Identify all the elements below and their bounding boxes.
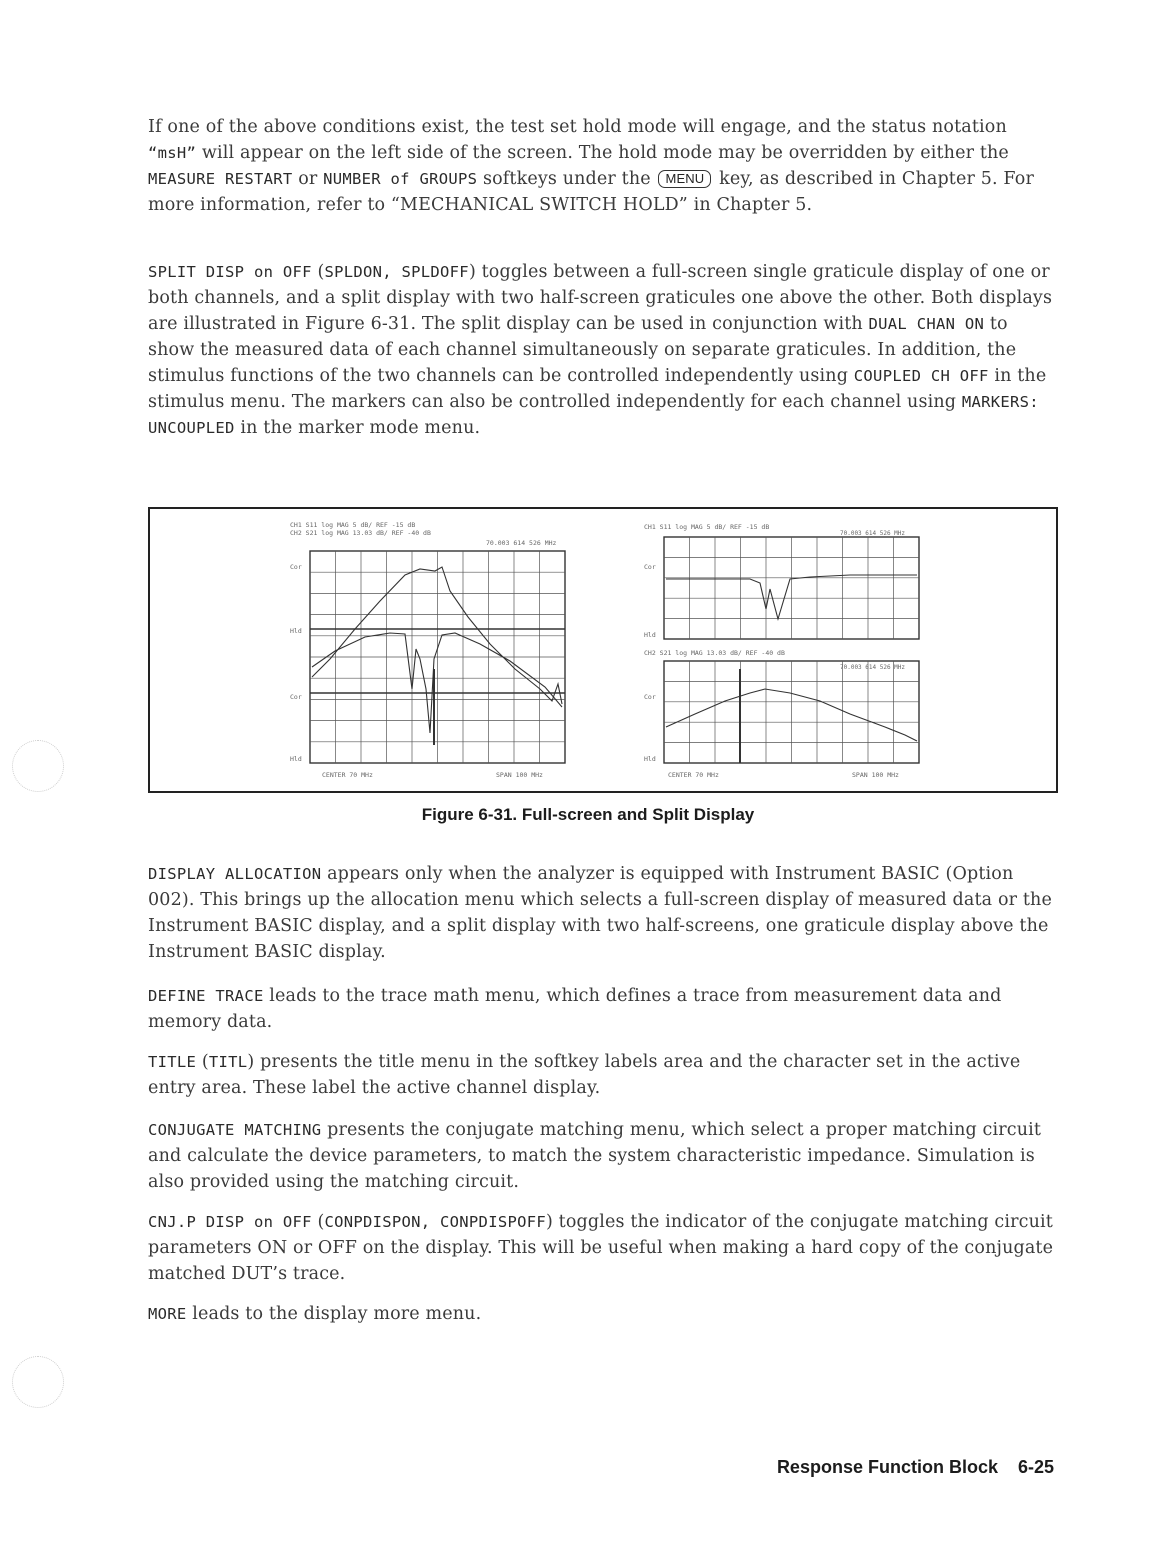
split-display-top [664, 537, 919, 639]
paragraph-display-allocation: DISPLAY ALLOCATION appears only when the analyzer is equipped with Instrument BASIC (Option 002). This brings up the allocation menu which selects a full-screen display of measured data or the Instrument BASIC display, and a split display with two half-screens, one graticule display above the Instrument BASIC display. [148, 864, 1052, 962]
right-bottom-label-hld: Hld [644, 755, 656, 763]
status-notation: “msH” [148, 144, 197, 162]
scan-hole-mark [12, 1356, 64, 1408]
paragraph-more: MORE leads to the display more menu. [148, 1304, 482, 1324]
right-bottom-marker: 70.003 614 526 MHz [840, 664, 906, 671]
right-top-label-cor: Cor [644, 563, 656, 571]
softkey-split-disp: SPLIT DISP on OFF [148, 263, 312, 281]
paragraph-split-disp: SPLIT DISP on OFF (SPLDON, SPLDOFF) toggles between a full-screen single graticule display of one or both channels, and a split display with two half-screen graticules one above the other. Both displays are illustrated in Figure 6-31. The split display can be used in conjunction with DUAL CHAN ON to show the measured data of each channel simultaneously on separate graticules. In addition, the stimulus functions of the two channels can be controlled independently using COUPLED CH OFF in the stimulus menu. The markers can also be controlled independently for each channel using MARKERS: UNCOUPLED in the marker mode menu. [148, 262, 1053, 438]
softkey-measure-restart: MEASURE RESTART [148, 170, 293, 188]
softkey-title: TITLE [148, 1053, 197, 1071]
softkey-markers-uncoupled: MARKERS: UNCOUPLED [148, 393, 1039, 437]
softkey-number-of-groups: NUMBER of GROUPS [323, 170, 478, 188]
right-center-freq: CENTER 70 MHz [668, 771, 719, 779]
softkey-display-allocation: DISPLAY ALLOCATION [148, 865, 322, 883]
left-label-cor-2: Cor [290, 693, 302, 701]
page-footer [757, 1457, 1054, 1478]
left-center-freq: CENTER 70 MHz [322, 771, 373, 779]
paragraph-conjugate-matching: CONJUGATE MATCHING presents the conjugate matching menu, which select a proper matching circuit and calculate the device parameters, to match the system characteristic impedance. Simulation is also provided using the matching circuit. [148, 1120, 1042, 1192]
scan-hole-mark [12, 740, 64, 792]
softkey-coupled-ch: COUPLED CH OFF [853, 367, 989, 385]
left-label-hld-2: Hld [290, 755, 302, 763]
right-bottom-header: CH2 S21 log MAG 13.03 dB/ REF -40 dB [644, 649, 785, 657]
footer-section-title: Response Function Block [776, 1457, 998, 1477]
paragraph-cnjp-disp: CNJ.P DISP on OFF (CONPDISPON, CONPDISPOFF) toggles the indicator of the conjugate matching circuit parameters ON or OFF on the display. This will be useful when making a hard copy of the conjugate matched DUT’s trace. [148, 1212, 1054, 1284]
paragraph-title: TITLE (TITL) presents the title menu in the softkey labels area and the character set in the active entry area. These label the active channel display. [148, 1052, 1021, 1098]
hpib-command: TITL [208, 1053, 248, 1071]
split-display-bottom [664, 661, 919, 763]
softkey-cnjp-disp: CNJ.P DISP on OFF [148, 1213, 312, 1231]
right-bottom-label-cor: Cor [644, 693, 656, 701]
figure-screens [150, 509, 1056, 791]
left-label-hld-1: Hld [290, 627, 302, 635]
paragraph-define-trace: DEFINE TRACE leads to the trace math menu, which defines a trace from measurement data and memory data. [148, 986, 1002, 1032]
full-screen-display [310, 551, 565, 763]
right-top-label-hld: Hld [644, 631, 656, 639]
softkey-more: MORE [148, 1305, 187, 1323]
left-span: SPAN 100 MHz [496, 771, 543, 779]
softkey-dual-chan: DUAL CHAN ON [868, 315, 985, 333]
right-span: SPAN 100 MHz [852, 771, 899, 779]
paragraph-hold-mode: If one of the above conditions exist, the test set hold mode will engage, and the status notation “msH” will appear on the left side of the screen. The hold mode may be overridden by either the MEASURE RESTART or NUMBER of GROUPS softkeys under the MENU key, as described in Chapter 5. For more information, refer to “MECHANICAL SWITCH HOLD” in Chapter 5. [148, 117, 1034, 215]
right-top-header: CH1 S11 log MAG 5 dB/ REF -15 dB [644, 523, 770, 531]
figure-full-screen-split-display [148, 507, 1058, 793]
right-top-marker: 70.003 614 526 MHz [840, 530, 906, 537]
hpib-command: CONPDISPON, CONPDISPOFF [324, 1213, 546, 1231]
menu-key: MENU [658, 170, 711, 188]
softkey-define-trace: DEFINE TRACE [148, 987, 264, 1005]
hpib-command: SPLDON, SPLDOFF [324, 263, 469, 281]
left-header-1: CH1 S11 log MAG 5 dB/ REF -15 dB [290, 521, 416, 529]
left-marker-readout: 70.003 614 526 MHz [486, 539, 557, 547]
left-header-2: CH2 S21 log MAG 13.03 dB/ REF -40 dB [290, 529, 431, 537]
page-number: 6-25 [1017, 1457, 1054, 1477]
figure-caption: Figure 6-31. Full-screen and Split Display [421, 805, 755, 824]
softkey-conjugate-matching: CONJUGATE MATCHING [148, 1121, 322, 1139]
left-label-cor-1: Cor [290, 563, 302, 571]
